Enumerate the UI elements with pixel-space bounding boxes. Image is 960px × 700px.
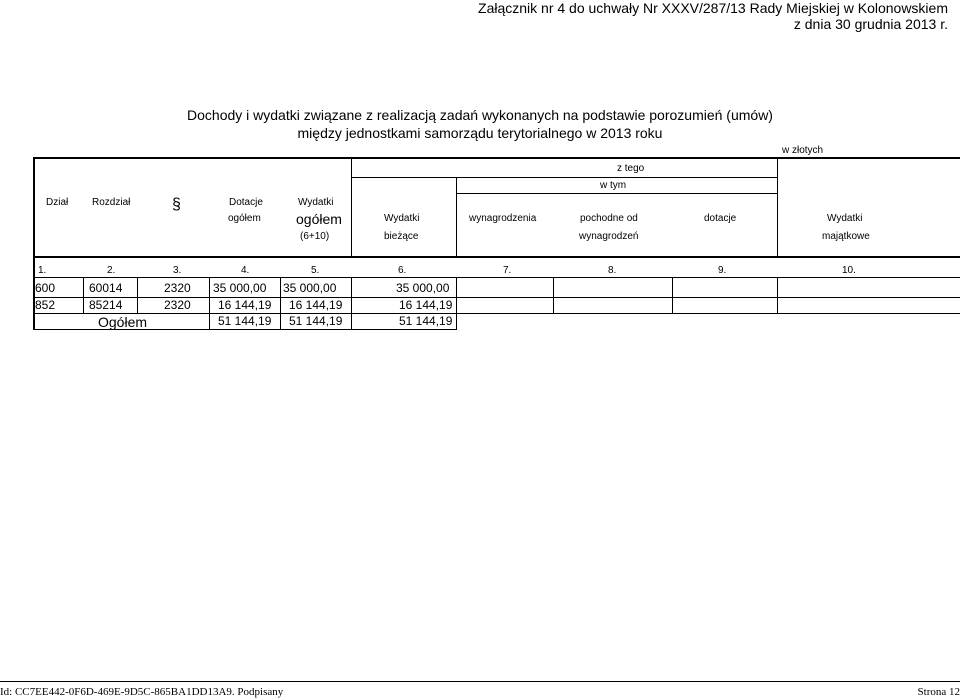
- header-majatkowe-2: majątkowe: [822, 231, 870, 242]
- header-dotacje-sub: dotacje: [704, 213, 737, 224]
- header-w-tym: w tym: [600, 180, 627, 191]
- col-number: 4.: [241, 265, 250, 276]
- col-number: 9.: [718, 265, 727, 276]
- header-z-tego: z tego: [617, 163, 645, 174]
- total-wydatki: 51 144,19: [289, 314, 343, 328]
- cell-dotacje: 16 144,19: [218, 298, 272, 312]
- cell-paragraf: 2320: [164, 281, 191, 295]
- header-biezace-1: Wydatki: [384, 213, 420, 224]
- unit-note: w złotych: [782, 145, 824, 156]
- header-dzial: Dział: [46, 197, 69, 208]
- cell-dzial: 600: [35, 281, 56, 295]
- cell-rozdzial: 85214: [89, 298, 123, 312]
- footer-id: Id: CC7EE442-0F6D-469E-9D5C-865BA1DD13A9. Podpisany: [0, 686, 284, 698]
- cell-wydatki: 16 144,19: [289, 298, 343, 312]
- col-number: 2.: [107, 265, 116, 276]
- total-label: Ogółem: [98, 314, 148, 330]
- col-number: 1.: [38, 265, 47, 276]
- header-wynagrodzenia: wynagrodzenia: [469, 213, 537, 224]
- cell-wydatki: 35 000,00: [283, 281, 337, 295]
- header-biezace-2: bieżące: [384, 231, 419, 242]
- header-wydatki-1: Wydatki: [298, 197, 334, 208]
- document-title-line-2: między jednostkami samorządu terytorialnego w 2013 roku: [297, 125, 663, 141]
- document-title-line-1: Dochody i wydatki związane z realizacją zadań wykonanych na podstawie porozumień (umów): [187, 107, 773, 123]
- header-paragraph-sign: §: [172, 196, 181, 213]
- total-dotacje: 51 144,19: [218, 314, 272, 328]
- header-pochodne-2: wynagrodzeń: [579, 231, 639, 242]
- header-dotacje-2: ogółem: [228, 213, 261, 224]
- col-number: 5.: [311, 265, 320, 276]
- header-majatkowe-1: Wydatki: [827, 213, 863, 224]
- header-wydatki-2: ogółem: [296, 211, 342, 227]
- cell-biezace: 35 000,00: [396, 281, 450, 295]
- total-biezace: 51 144,19: [399, 314, 453, 328]
- header-dotacje-1: Dotacje: [229, 197, 263, 208]
- cell-biezace: 16 144,19: [399, 298, 453, 312]
- cell-rozdzial: 60014: [89, 281, 123, 295]
- cell-dzial: 852: [35, 298, 56, 312]
- col-number: 6.: [398, 265, 407, 276]
- attachment-line-1: Załącznik nr 4 do uchwały Nr XXXV/287/13 Rady Miejskiej w Kolonowskiem: [478, 0, 948, 16]
- header-wydatki-3: (6+10): [300, 231, 330, 242]
- attachment-line-2: z dnia 30 grudnia 2013 r.: [793, 16, 948, 32]
- cell-paragraf: 2320: [164, 298, 191, 312]
- col-number: 10.: [842, 265, 856, 276]
- footer-page-number: Strona 12: [917, 686, 960, 698]
- col-number: 7.: [503, 265, 512, 276]
- col-number: 3.: [173, 265, 182, 276]
- header-rozdzial: Rozdział: [92, 197, 131, 208]
- cell-dotacje: 35 000,00: [213, 281, 267, 295]
- header-pochodne-1: pochodne od: [580, 213, 638, 224]
- col-number: 8.: [608, 265, 617, 276]
